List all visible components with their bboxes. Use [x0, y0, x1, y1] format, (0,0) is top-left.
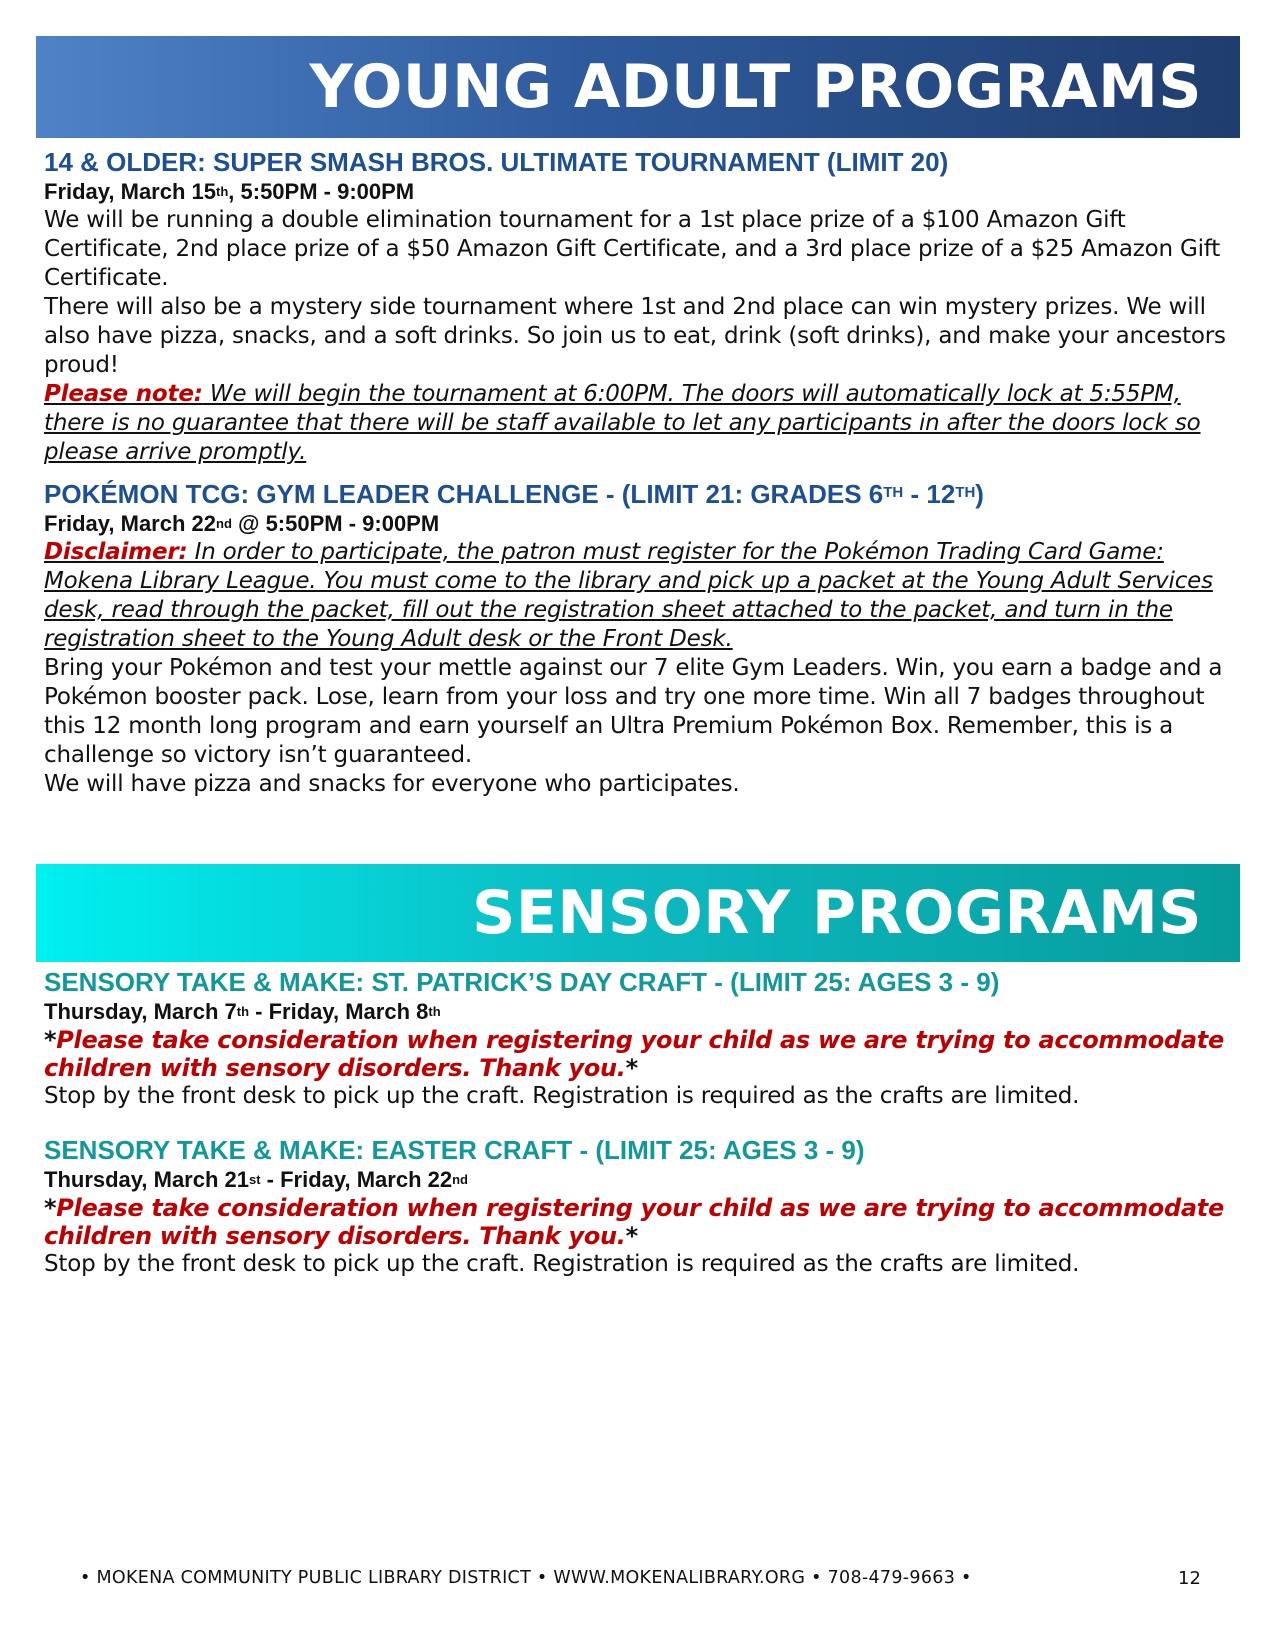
stpatrick-note: [44, 1026, 1234, 1082]
smash-program: [44, 146, 1234, 467]
stpatrick-note-star-close: *: [625, 1054, 638, 1082]
smash-date: [44, 178, 1234, 206]
smash-date-sup: th: [216, 184, 229, 199]
pokemon-program: [44, 478, 1234, 799]
sensory-banner: [36, 864, 1240, 962]
pokemon-para-1: Bring your Pokémon and test your mettle against our 7 elite Gym Leaders. Win, you earn a badge and a Pokémon booster pack. Lose, learn from your loss and try one more time. Win all 7 badges throughout this 12 month long program and earn yourself an Ultra Premium Pokémon Box. Remember, this is a challenge so victory isn’t guaranteed.: [44, 655, 1223, 768]
pokemon-title: [44, 478, 1234, 510]
footer-contact: • MOKENA COMMUNITY PUBLIC LIBRARY DISTRICT • WWW.MOKENALIBRARY.ORG • 708-479-9663 •: [80, 1568, 972, 1588]
easter-note-star-close: *: [625, 1222, 638, 1250]
pokemon-para-2: We will have pizza and snacks for everyone who participates.: [44, 771, 740, 797]
stpatrick-date-end: - Friday, March 8: [249, 999, 429, 1024]
smash-para-1: We will be running a double elimination tournament for a 1st place prize of a $100 Amazon Gift Certificate, 2nd place prize of a $50 Amazon Gift Certificate, and a 3rd place prize of a $25 Amazon Gift Certificate.: [44, 207, 1221, 291]
easter-date: [44, 1166, 1234, 1194]
smash-note-label: Please note:: [44, 381, 203, 407]
pokemon-title-text: POKÉMON TCG: GYM LEADER CHALLENGE - (LIMIT 21: GRADES 6: [44, 479, 884, 509]
pokemon-disclaimer: [44, 538, 1234, 654]
pokemon-body: [44, 654, 1234, 799]
smash-body: [44, 206, 1234, 380]
pokemon-title-sup-1: TH: [883, 484, 904, 501]
easter-date-start: Thursday, March 21: [44, 1167, 249, 1192]
easter-date-end: - Friday, March 22: [260, 1167, 453, 1192]
pokemon-date: [44, 510, 1234, 538]
stpatrick-note-text: Please take consideration when registering your child as we are trying to accommodate children with sensory disorders. Thank you.: [44, 1026, 1224, 1082]
stpatrick-title: SENSORY TAKE & MAKE: ST. PATRICK’S DAY CRAFT - (LIMIT 25: AGES 3 - 9): [44, 967, 1000, 997]
pokemon-title-sup-2: TH: [955, 484, 976, 501]
easter-date-sup-2: nd: [452, 1172, 468, 1187]
easter-body: Stop by the front desk to pick up the craft. Registration is required as the crafts are limited.: [44, 1251, 1080, 1277]
easter-title: SENSORY TAKE & MAKE: EASTER CRAFT - (LIMIT 25: AGES 3 - 9): [44, 1135, 865, 1165]
stpatrick-date: [44, 998, 1234, 1026]
stpatrick-program: [44, 966, 1234, 1111]
stpatrick-date-start: Thursday, March 7: [44, 999, 237, 1024]
easter-note: [44, 1194, 1234, 1250]
smash-note-text: We will begin the tournament at 6:00PM. The doors will automatically lock at 5:55PM, there is no guarantee that there will be staff available to let any participants in after the doors lock so please arrive promptly.: [44, 381, 1201, 465]
stpatrick-note-star-open: *: [44, 1026, 57, 1054]
pokemon-title-range: - 12: [903, 479, 956, 509]
easter-note-text: Please take consideration when registering your child as we are trying to accommodate children with sensory disorders. Thank you.: [44, 1194, 1224, 1250]
smash-date-time: , 5:50PM - 9:00PM: [228, 179, 415, 204]
sensory-heading: SENSORY PROGRAMS: [472, 878, 1202, 948]
stpatrick-body: Stop by the front desk to pick up the craft. Registration is required as the crafts are limited.: [44, 1083, 1080, 1109]
pokemon-title-close: ): [975, 479, 984, 509]
pokemon-date-text: Friday, March 22: [44, 511, 216, 536]
easter-note-star-open: *: [44, 1194, 57, 1222]
page-number: 12: [1178, 1568, 1201, 1589]
stpatrick-date-sup-2: th: [428, 1004, 441, 1019]
easter-program: [44, 1134, 1234, 1279]
easter-date-sup-1: st: [249, 1172, 261, 1187]
young-adult-banner: [36, 36, 1240, 138]
smash-note: [44, 380, 1234, 467]
smash-title: 14 & OLDER: SUPER SMASH BROS. ULTIMATE TOURNAMENT (LIMIT 20): [44, 147, 949, 177]
pokemon-disclaimer-label: Disclaimer:: [44, 539, 188, 565]
pokemon-disclaimer-text: In order to participate, the patron must register for the Pokémon Trading Card Game: Mokena Library League. You must come to the library and pick up a packet at the Young Adult Services desk, read through the packet, fill out the registration sheet attached to the packet, and turn in the registration sheet to the Young Adult desk or the Front Desk.: [44, 539, 1213, 652]
smash-para-2: There will also be a mystery side tournament where 1st and 2nd place can win mystery prizes. We will also have pizza, snacks, and a soft drinks. So join us to eat, drink (soft drinks), and make your ancestors proud!: [44, 294, 1226, 378]
young-adult-heading: YOUNG ADULT PROGRAMS: [309, 52, 1202, 122]
pokemon-date-sup: nd: [216, 516, 232, 531]
stpatrick-date-sup-1: th: [236, 1004, 250, 1019]
pokemon-date-time: @ 5:50PM - 9:00PM: [231, 511, 440, 536]
smash-date-text: Friday, March 15: [44, 179, 216, 204]
